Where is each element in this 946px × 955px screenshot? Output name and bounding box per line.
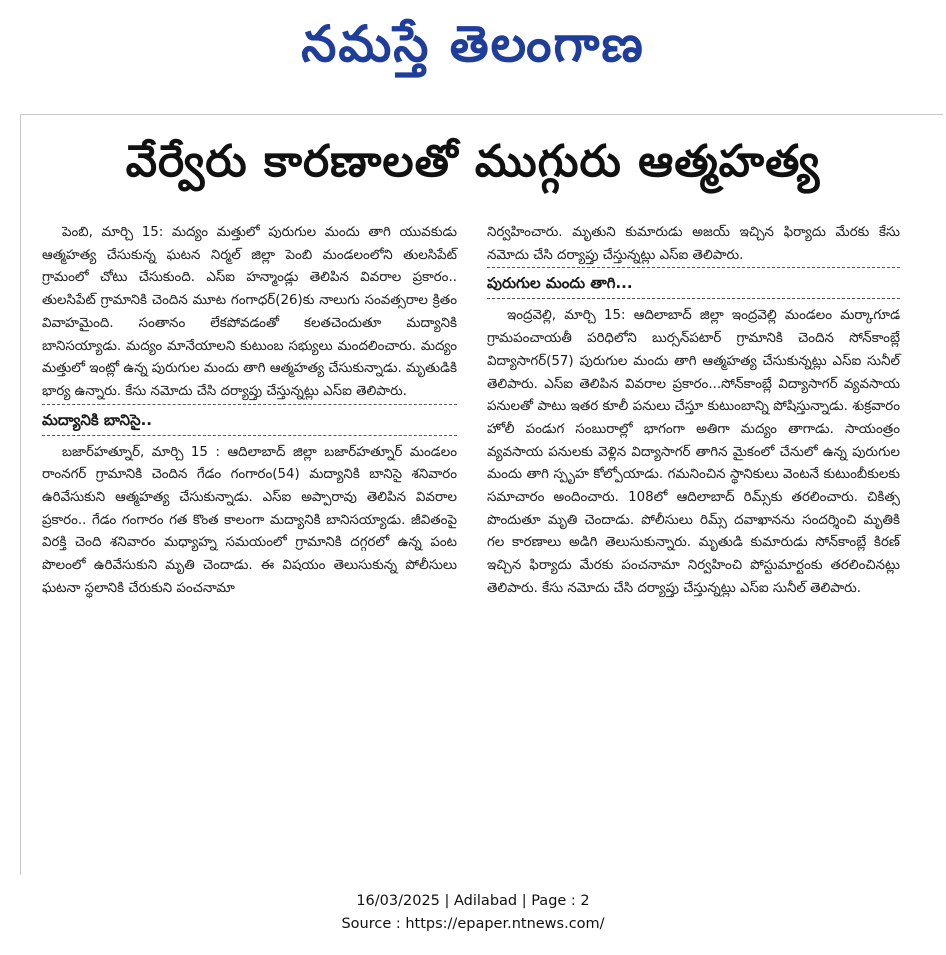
story-3-subhead: పురుగుల మందు తాగి... [487,274,633,293]
newspaper-logo: నమస్తే తెలంగాణ [301,14,645,73]
divider [42,404,457,405]
story-1-body: పెంబి, మార్చి 15: మద్యం మత్తులో పురుగుల మందు తాగి యువకుడు ఆత్మహత్య చేసుకున్న ఘటన నిర్మల్ జిల్లా పెంబి మండలంలోని తులసిపేట్ గ్రామంలో చోటు చేసుకుంది. ఎస్ఐ హన్మాండ్లు తెలిపిన వివరాల ప్రకారం.. తులసిపేట్ గ్రామానికి చెందిన మూట గంగాధర్(26)కు నాలుగు సంవత్సరాల క్రితం వివాహమైంది. సంతానం లేకపోవడంతో కలతచెందుతూ మద్యానికి బానిసయ్యాడు. మద్యం మానేయాలని కుటుంబ సభ్యులు మందలించారు. మద్యం మత్తులో ఇంట్లో ఉన్న పురుగుల మందు తాగి ఆత్మహత్య చేసుకున్నాడు. మృతుడికి భార్య ఉన్నారు. కేసు నమోదు చేసి దర్యాప్తు చేస్తున్నట్లు ఎస్ఐ తెలిపారు. [42,225,457,399]
story-3-body: ఇంద్రవెల్లి, మార్చి 15: ఆదిలాబాద్ జిల్లా ఇంద్రవెల్లి మండలం మర్కాగూడ గ్రామపంచాయతీ పరిధిలోని బుర్సన్‌పటార్ గ్రామానికి చెందిన సోన్‌కాంబ్లే విద్యాసాగర్(57) పురుగుల మందు తాగి ఆత్మహత్య చేసుకున్నట్లు ఎస్ఐ సునీల్ తెలిపారు. ఎస్ఐ తెలిపిన వివరాల ప్రకారం...సోన్‌కాంబ్లే విద్యాసాగర్ వ్యవసాయ పనులతో పాటు ఇతర కూలీ పనులు చేస్తూ కుటుంబాన్ని పోషిస్తున్నాడు. శుక్రవారం హోలీ పండుగ సంబురాల్లో భాగంగా అతిగా మద్యం తాగాడు. సాయంత్రం వ్యవసాయ పనులకు వెళ్లిన విద్యాసాగర్ తాగిన మైకంలో చేనులో ఉన్న పురుగుల మందు తాగి స్పృహ కోల్పోయాడు. గమనించిన స్థానికులు వెంటనే కుటుంబీకులకు సమాచారం అందించారు. 108లో ఆదిలాబాద్ రిమ్స్‌కు తరలించారు. చికిత్స పొందుతూ మృతి చెందాడు. పోలీసులు రిమ్స్ దవాఖానను సందర్శించి మృతికి గల కారణాలు అడిగి తెలుసుకున్నారు. మృతుడి కుమారుడు సోన్‌కాంబ్లే కిరణ్ ఇచ్చిన ఫిర్యాదు మేరకు పంచనామా నిర్వహించి పోస్టుమార్టంకు తరలించినట్లు తెలిపారు. కేసు నమోదు చేసి దర్యాప్తు చేస్తున్నట్లు ఎస్ఐ సునీల్ తెలిపారు. [487,308,900,596]
masthead [0,0,946,100]
footer-dateline: 16/03/2025 | Adilabad | Page : 2 [356,893,590,909]
divider [487,267,900,268]
divider [42,435,457,436]
article-headline: వేర్వేరు కారణాలతో ముగ్గురు ఆత్మహత్య [125,136,821,187]
footer-source: Source : https://epaper.ntnews.com/ [341,916,605,932]
left-column [42,222,457,601]
story-2-continued: నిర్వహించారు. మృతుని కుమారుడు అజయ్ ఇచ్చిన ఫిర్యాదు మేరకు కేసు నమోదు చేసి దర్యాప్తు చేస్తున్నట్లు ఎస్ఐ తెలిపారు. [487,225,900,263]
right-column [487,222,900,601]
story-2-body: బజార్‌హత్నూర్, మార్చి 15 : ఆదిలాబాద్ జిల్లా బజార్‌హత్నూర్ మండలం రాంనగర్ గ్రామానికి చెందిన గేడం గంగారం(54) మద్యానికి బానిసై శనివారం ఉరివేసుకుని ఆత్మహత్య చేసుకున్నాడు. ఎస్ఐ అప్పారావు తెలిపిన వివరాల ప్రకారం.. గేడం గంగారం గత కొంత కాలంగా మద్యానికి బానిసయ్యాడు. జీవితంపై విరక్తి చెంది శనివారం మధ్యాహ్న సమయంలో గ్రామానికి దగ్గరలో ఉన్న పంట పొలంలో ఉరివేసుకుని మృతి చెందాడు. ఈ విషయం తెలుసుకున్న పోలీసులు ఘటనా స్థలానికి చేరుకుని పంచనామా [42,444,457,596]
story-2-subhead: మద్యానికి బానిసై.. [42,410,152,429]
divider [487,298,900,299]
